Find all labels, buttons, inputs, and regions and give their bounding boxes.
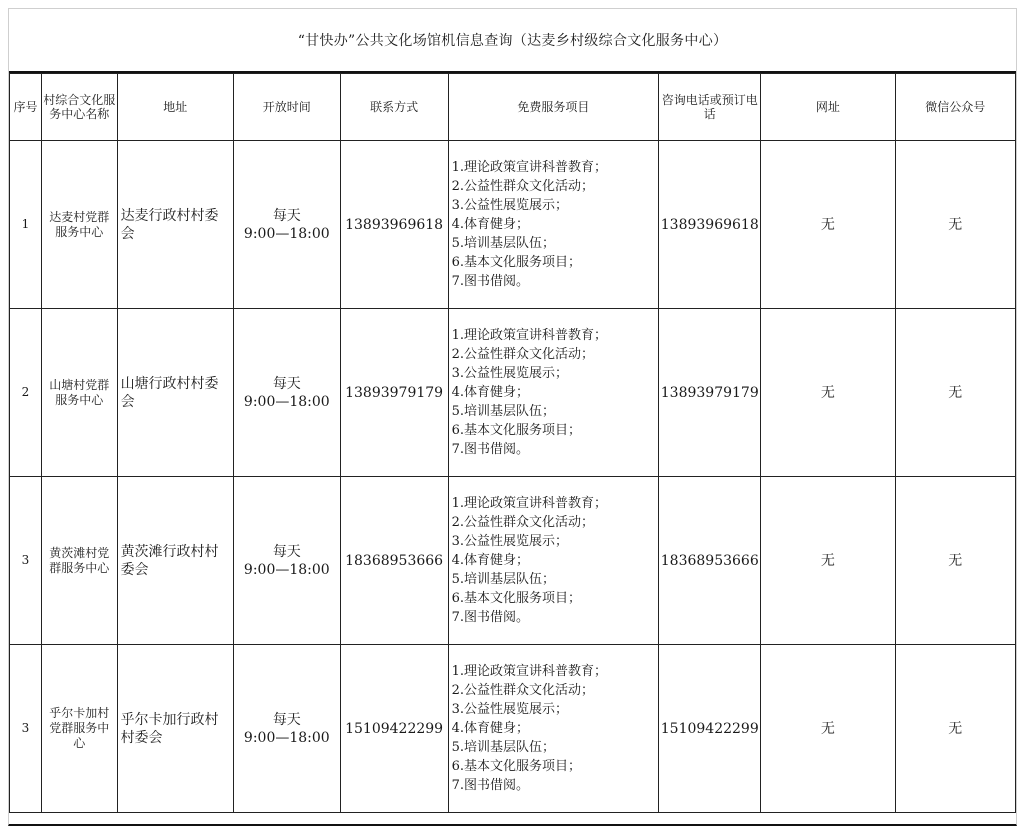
cell-website: 无 (761, 141, 895, 309)
service-item: 7.图书借阅。 (451, 610, 529, 625)
cell-center-name: 达麦村党群服务中心 (41, 141, 117, 309)
cell-website: 无 (761, 309, 895, 477)
service-item: 2.公益性群众文化活动； (451, 347, 594, 362)
service-item: 3.公益性展览展示； (451, 198, 568, 213)
cell-hours (234, 309, 341, 477)
cell-center-name: 山塘村党群服务中心 (41, 309, 117, 477)
service-item: 4.体育健身； (451, 553, 529, 568)
table-body (10, 141, 1016, 813)
cell-website: 无 (761, 645, 895, 813)
hours-day: 每天 (272, 207, 301, 224)
service-item: 3.公益性展览展示； (451, 702, 568, 717)
service-item: 5.培训基层队伍； (451, 404, 555, 419)
cell-address: 乎尔卡加行政村村委会 (117, 645, 233, 813)
service-item: 5.培训基层队伍； (451, 236, 555, 251)
service-item: 6.基本文化服务项目； (451, 759, 581, 774)
info-table (9, 73, 1016, 813)
table-row (10, 309, 1016, 477)
document-sheet (8, 8, 1017, 826)
cell-center-name: 乎尔卡加村党群服务中心 (41, 645, 117, 813)
header-hotline: 咨询电话或预订电话 (659, 74, 761, 141)
cell-hotline: 13893979179 (659, 309, 761, 477)
service-item: 2.公益性群众文化活动； (451, 179, 594, 194)
service-item: 6.基本文化服务项目； (451, 423, 581, 438)
cell-services (448, 645, 659, 813)
cell-contact: 13893979179 (340, 309, 448, 477)
header-name: 村综合文化服务中心名称 (41, 74, 117, 141)
table-row (10, 645, 1016, 813)
service-item: 4.体育健身； (451, 385, 529, 400)
cell-index: 3 (10, 645, 42, 813)
service-item: 4.体育健身； (451, 721, 529, 736)
service-item: 1.理论政策宣讲科普教育； (451, 496, 607, 511)
service-item: 7.图书借阅。 (451, 442, 529, 457)
hours-day: 每天 (272, 711, 301, 728)
cell-contact: 15109422299 (340, 645, 448, 813)
cell-hours (234, 141, 341, 309)
service-item: 1.理论政策宣讲科普教育； (451, 328, 607, 343)
cell-services (448, 141, 659, 309)
table-header-row (10, 74, 1016, 141)
service-item: 5.培训基层队伍； (451, 740, 555, 755)
cell-hours (234, 477, 341, 645)
hours-day: 每天 (272, 375, 301, 392)
cell-index: 2 (10, 309, 42, 477)
service-item: 7.图书借阅。 (451, 274, 529, 289)
table-row (10, 477, 1016, 645)
header-wechat: 微信公众号 (895, 74, 1015, 141)
cell-address: 黄茨滩行政村村委会 (117, 477, 233, 645)
header-hours: 开放时间 (234, 74, 341, 141)
cell-center-name: 黄茨滩村党群服务中心 (41, 477, 117, 645)
cell-services (448, 477, 659, 645)
cell-contact: 18368953666 (340, 477, 448, 645)
cell-hotline: 13893969618 (659, 141, 761, 309)
service-item: 1.理论政策宣讲科普教育； (451, 160, 607, 175)
hours-day: 每天 (272, 543, 301, 560)
cell-contact: 13893969618 (340, 141, 448, 309)
service-item: 2.公益性群众文化活动； (451, 683, 594, 698)
cell-hotline: 18368953666 (659, 477, 761, 645)
service-item: 4.体育健身； (451, 217, 529, 232)
service-item: 6.基本文化服务项目； (451, 591, 581, 606)
header-website: 网址 (761, 74, 895, 141)
cell-address: 达麦行政村村委会 (117, 141, 233, 309)
hours-time: 9:00—18:00 (243, 561, 330, 578)
cell-hours (234, 645, 341, 813)
service-item: 5.培训基层队伍； (451, 572, 555, 587)
cell-wechat: 无 (895, 141, 1015, 309)
header-contact: 联系方式 (340, 74, 448, 141)
cell-website: 无 (761, 477, 895, 645)
service-item: 3.公益性展览展示； (451, 366, 568, 381)
cell-wechat: 无 (895, 477, 1015, 645)
service-item: 7.图书借阅。 (451, 778, 529, 793)
cell-wechat: 无 (895, 309, 1015, 477)
hours-time: 9:00—18:00 (243, 393, 330, 410)
service-item: 2.公益性群众文化活动； (451, 515, 594, 530)
service-item: 3.公益性展览展示； (451, 534, 568, 549)
cell-index: 1 (10, 141, 42, 309)
page-title: “甘快办”公共文化场馆机信息查询（达麦乡村级综合文化服务中心） (9, 9, 1016, 73)
cell-index: 3 (10, 477, 42, 645)
service-item: 1.理论政策宣讲科普教育； (451, 664, 607, 679)
cell-address: 山塘行政村村委会 (117, 309, 233, 477)
hours-time: 9:00—18:00 (243, 729, 330, 746)
header-services: 免费服务项目 (448, 74, 659, 141)
cell-hotline: 15109422299 (659, 645, 761, 813)
header-address: 地址 (117, 74, 233, 141)
cell-wechat: 无 (895, 645, 1015, 813)
table-row (10, 141, 1016, 309)
service-item: 6.基本文化服务项目； (451, 255, 581, 270)
header-index: 序号 (10, 74, 42, 141)
cell-services (448, 309, 659, 477)
hours-time: 9:00—18:00 (243, 225, 330, 242)
